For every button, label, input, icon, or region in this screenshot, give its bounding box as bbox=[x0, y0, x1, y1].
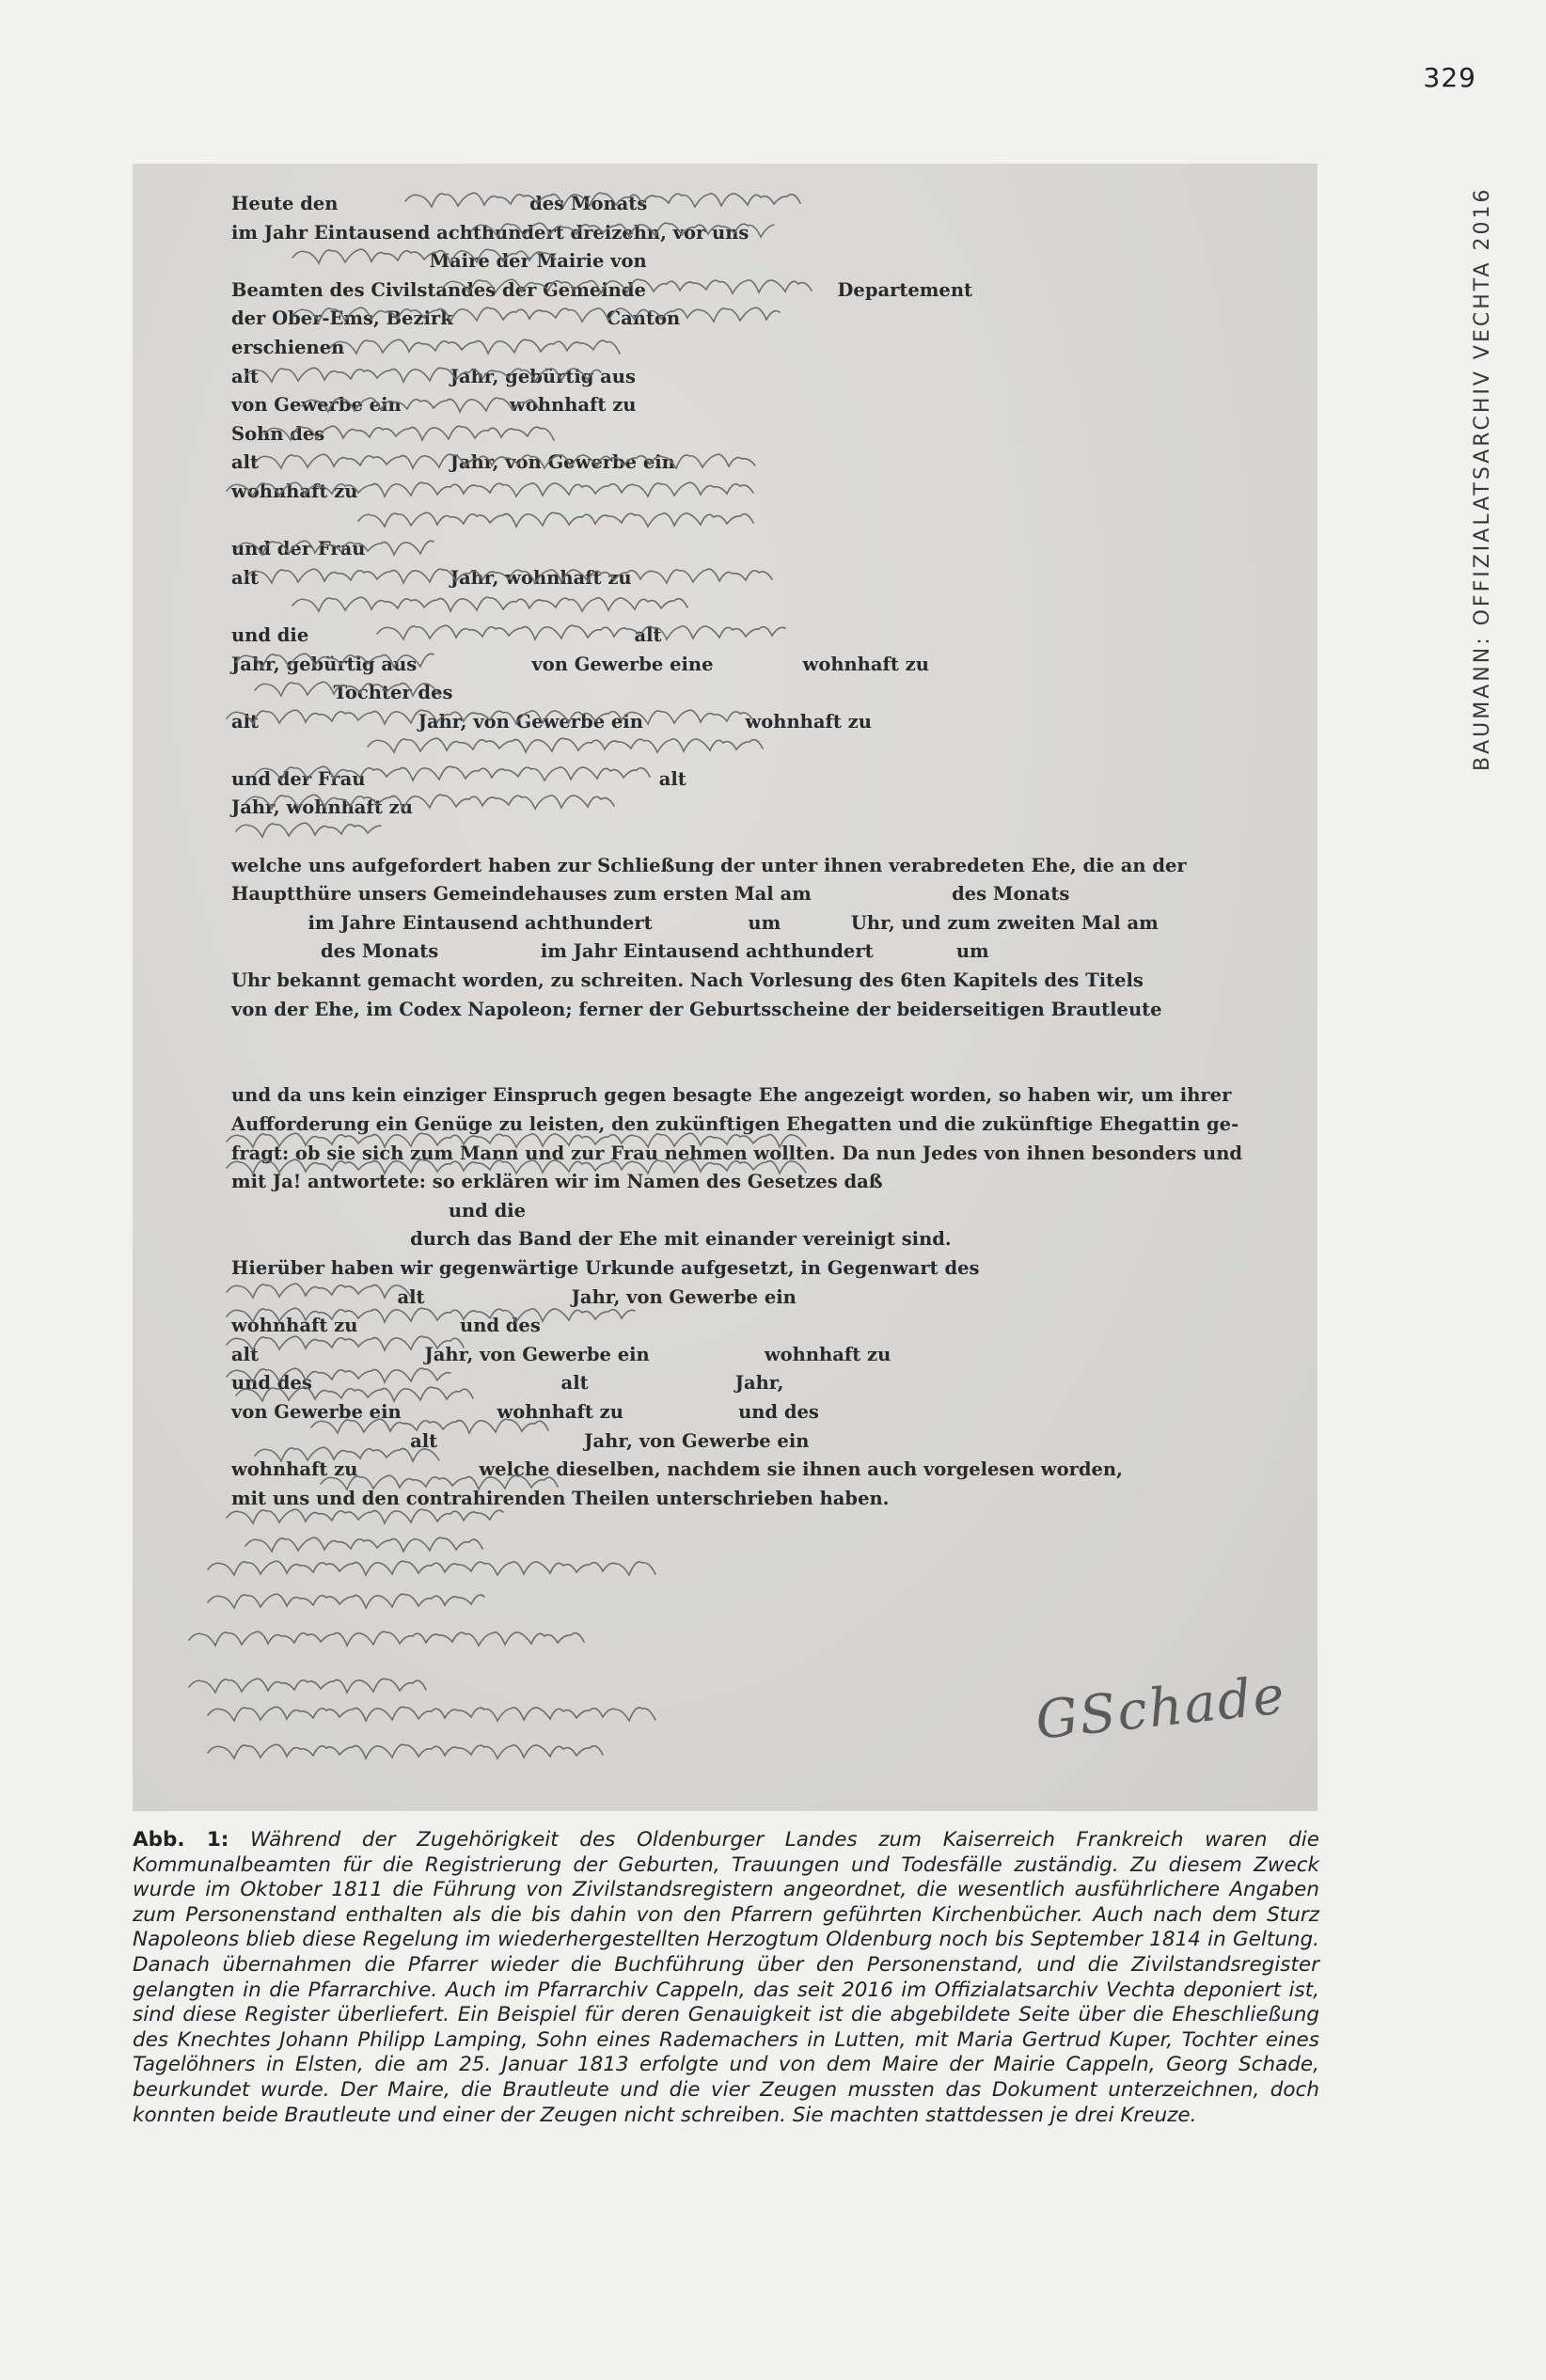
form-line: mit uns und den contrahirenden Theilen unterschrieben haben. bbox=[231, 1487, 890, 1509]
form-line: wohnhaft zu welche dieselben, nachdem sie ihnen auch vorgelesen worden, bbox=[231, 1458, 1123, 1481]
form-line: und der Frau bbox=[231, 538, 366, 560]
handwriting-stroke bbox=[236, 541, 434, 555]
handwriting-stroke bbox=[189, 1631, 584, 1646]
handwriting-stroke bbox=[227, 710, 753, 724]
form-line: Heute den des Monats bbox=[231, 193, 648, 214]
form-line: durch das Band der Ehe mit einander vereinigt sind. bbox=[231, 1228, 952, 1251]
form-line: alt Jahr, von Gewerbe ein wohnhaft zu bbox=[231, 710, 872, 733]
form-line: der Ober-Ems, Bezirk Canton bbox=[231, 307, 681, 330]
form-line: Aufforderung ein Genüge zu leisten, den zukünftigen Ehegatten und die zukünftige Ehegattin ge- bbox=[231, 1113, 1239, 1135]
handwriting-stroke bbox=[377, 625, 785, 639]
form-line: im Jahr Eintausend achthundert dreizehn, vor uns bbox=[231, 221, 749, 244]
form-line: welche uns aufgefordert haben zur Schließung der unter ihnen verabredeten Ehe, die an der bbox=[231, 854, 1187, 876]
handwriting-stroke bbox=[245, 1537, 482, 1552]
handwriting-stroke bbox=[321, 1475, 558, 1489]
caption-label: Abb. 1: bbox=[133, 1828, 229, 1852]
form-line: und des alt Jahr, bbox=[231, 1372, 784, 1395]
form-line: Jahr, wohnhaft zu bbox=[231, 796, 413, 819]
handwriting-stroke bbox=[443, 279, 812, 293]
form-line: Maire der Mairie von bbox=[231, 250, 647, 273]
handwriting-stroke bbox=[292, 249, 556, 263]
handwriting-strokes bbox=[133, 164, 1317, 1811]
form-line: und die alt bbox=[231, 623, 662, 646]
form-line: von der Ehe, im Codex Napoleon; ferner der Geburtsscheine der beiderseitigen Brautleute bbox=[231, 998, 1162, 1020]
handwriting-stroke bbox=[208, 1594, 484, 1608]
handwriting-stroke bbox=[208, 1561, 655, 1575]
handwriting-stroke bbox=[255, 1447, 439, 1461]
form-line: alt Jahr, von Gewerbe ein bbox=[231, 1285, 797, 1308]
form-line: alt Jahr, von Gewerbe ein bbox=[231, 1429, 810, 1452]
form-line: und die bbox=[231, 1199, 527, 1222]
handwriting-stroke bbox=[255, 682, 439, 696]
form-line: Jahr, gebürtig aus von Gewerbe eine wohnhaft zu bbox=[231, 653, 929, 675]
form-line: Sohn des bbox=[231, 422, 325, 445]
handwriting-stroke bbox=[227, 1336, 464, 1350]
handwriting-stroke bbox=[405, 193, 800, 207]
handwriting-stroke bbox=[227, 482, 753, 496]
handwriting-stroke bbox=[368, 738, 763, 752]
handwriting-stroke bbox=[311, 1419, 548, 1433]
handwriting-stroke bbox=[227, 1284, 411, 1298]
page-number: 329 bbox=[1423, 62, 1476, 93]
form-line: von Gewerbe ein wohnhaft zu bbox=[231, 394, 637, 417]
form-line: von Gewerbe ein wohnhaft zu und des bbox=[231, 1400, 819, 1423]
handwriting-stroke bbox=[292, 597, 687, 611]
form-line: alt Jahr, von Gewerbe ein wohnhaft zu bbox=[231, 1343, 891, 1365]
caption-text: Während der Zugehörigkeit des Oldenburger Landes zum Kaiserreich Frankreich waren die Kommunalbeamten für die Registrierung der Geburten, Trauungen und Todesfälle zuständig. Zu diesem Zweck wurde im Oktober 1811 die Führung von Zivilstandsregistern angeordnet, die wesentlich ausführlichere Angaben zum Personenstand enthalten als die bis dahin von den Pfarrern geführten Kirchenbücher. Auch nach dem Sturz Napoleons blieb diese Regelung im wiederhergestellten Herzogtum Oldenburg noch bis September 1814 in Geltung. Danach übernahmen die Pfarrer wieder die Buchführung über den Personenstand, und die Zivilstandsregister gelangten in die Pfarrarchive. Auch im Pfarrarchiv Cappeln, das seit 2016 im Offizialatsarchiv Vechta deponiert ist, sind diese Register überliefert. Ein Beispiel für deren Genauigkeit ist die abgebildete Seite über die Eheschließung des Knechtes Johann Philipp Lamping, Sohn eines Rademachers in Lutten, mit Maria Gertrud Kuper, Tochter eines Tagelöhners in Elsten, die am 25. Januar 1813 erfolgte und von dem Maire der Mairie Cappeln, Georg Schade, beurkundet wurde. Der Maire, die Brautleute und die vier Zeugen mussten das Dokument unterzeichnen, doch konnten beide Brautleute und einer der Zeugen nicht schreiben. Sie machten stattdessen je drei Kreuze. bbox=[133, 1828, 1319, 2127]
form-line: Uhr bekannt gemacht worden, zu schreiten. Nach Vorlesung des 6ten Kapitels des Titels bbox=[231, 969, 1144, 992]
form-line: mit Ja! antwortete: so erklären wir im Namen des Gesetzes daß bbox=[231, 1171, 883, 1193]
form-line: alt Jahr, von Gewerbe ein bbox=[231, 451, 675, 474]
form-line: Hauptthüre unsers Gemeindehauses zum ersten Mal am des Monats bbox=[231, 883, 1070, 906]
maire-signature: GSchade bbox=[1033, 1664, 1289, 1752]
handwriting-stroke bbox=[302, 398, 539, 412]
handwriting-stroke bbox=[245, 368, 601, 382]
form-line: und der Frau alt bbox=[231, 767, 686, 790]
handwriting-stroke bbox=[208, 1707, 655, 1721]
handwriting-stroke bbox=[227, 1159, 806, 1174]
handwriting-stroke bbox=[227, 1308, 635, 1322]
handwriting-stroke bbox=[236, 654, 434, 668]
handwriting-stroke bbox=[264, 426, 554, 440]
handwriting-stroke bbox=[227, 1133, 806, 1147]
form-line: Beamten des Civilstandes der Gemeinde Departement bbox=[231, 278, 973, 301]
handwriting-stroke bbox=[236, 823, 381, 837]
handwriting-stroke bbox=[208, 1744, 603, 1758]
handwriting-stroke bbox=[330, 339, 620, 354]
handwriting-stroke bbox=[292, 307, 780, 322]
form-line: fragt: ob sie sich zum Mann und zur Frau nehmen wollten. Da nun Jedes von ihnen besonders und bbox=[231, 1142, 1243, 1164]
handwriting-stroke bbox=[358, 512, 753, 527]
form-line: erschienen bbox=[231, 336, 345, 358]
handwriting-stroke bbox=[189, 1679, 426, 1693]
handwriting-stroke bbox=[245, 795, 614, 809]
form-line: Tochter des bbox=[231, 682, 453, 704]
handwriting-stroke bbox=[255, 766, 650, 780]
form-line: und da uns kein einziger Einspruch gegen besagte Ehe angezeigt worden, so haben wir, um ihrer bbox=[231, 1084, 1232, 1107]
form-line: des Monats im Jahr Eintausend achthundert um bbox=[231, 940, 989, 963]
handwriting-stroke bbox=[245, 569, 772, 583]
form-line: wohnhaft zu und des bbox=[231, 1315, 541, 1337]
document-scan bbox=[133, 164, 1317, 1811]
handwriting-stroke bbox=[227, 1368, 450, 1382]
handwriting-stroke bbox=[227, 1509, 503, 1523]
form-line: im Jahre Eintausend achthundert um Uhr, und zum zweiten Mal am bbox=[231, 911, 1159, 934]
handwriting-stroke bbox=[255, 454, 755, 468]
running-head: BAUMANN: OFFIZIALATSARCHIV VECHTA 2016 bbox=[1471, 186, 1494, 771]
handwriting-stroke bbox=[236, 1387, 473, 1401]
figure-caption bbox=[133, 1828, 1319, 2128]
form-line: alt Jahr, wohnhaft zu bbox=[231, 566, 632, 589]
handwriting-stroke bbox=[471, 223, 774, 237]
form-line: Hierüber haben wir gegenwärtige Urkunde aufgesetzt, in Gegenwart des bbox=[231, 1256, 980, 1279]
form-line: alt Jahr, gebürtig aus bbox=[231, 365, 636, 387]
form-line: wohnhaft zu bbox=[231, 480, 358, 502]
